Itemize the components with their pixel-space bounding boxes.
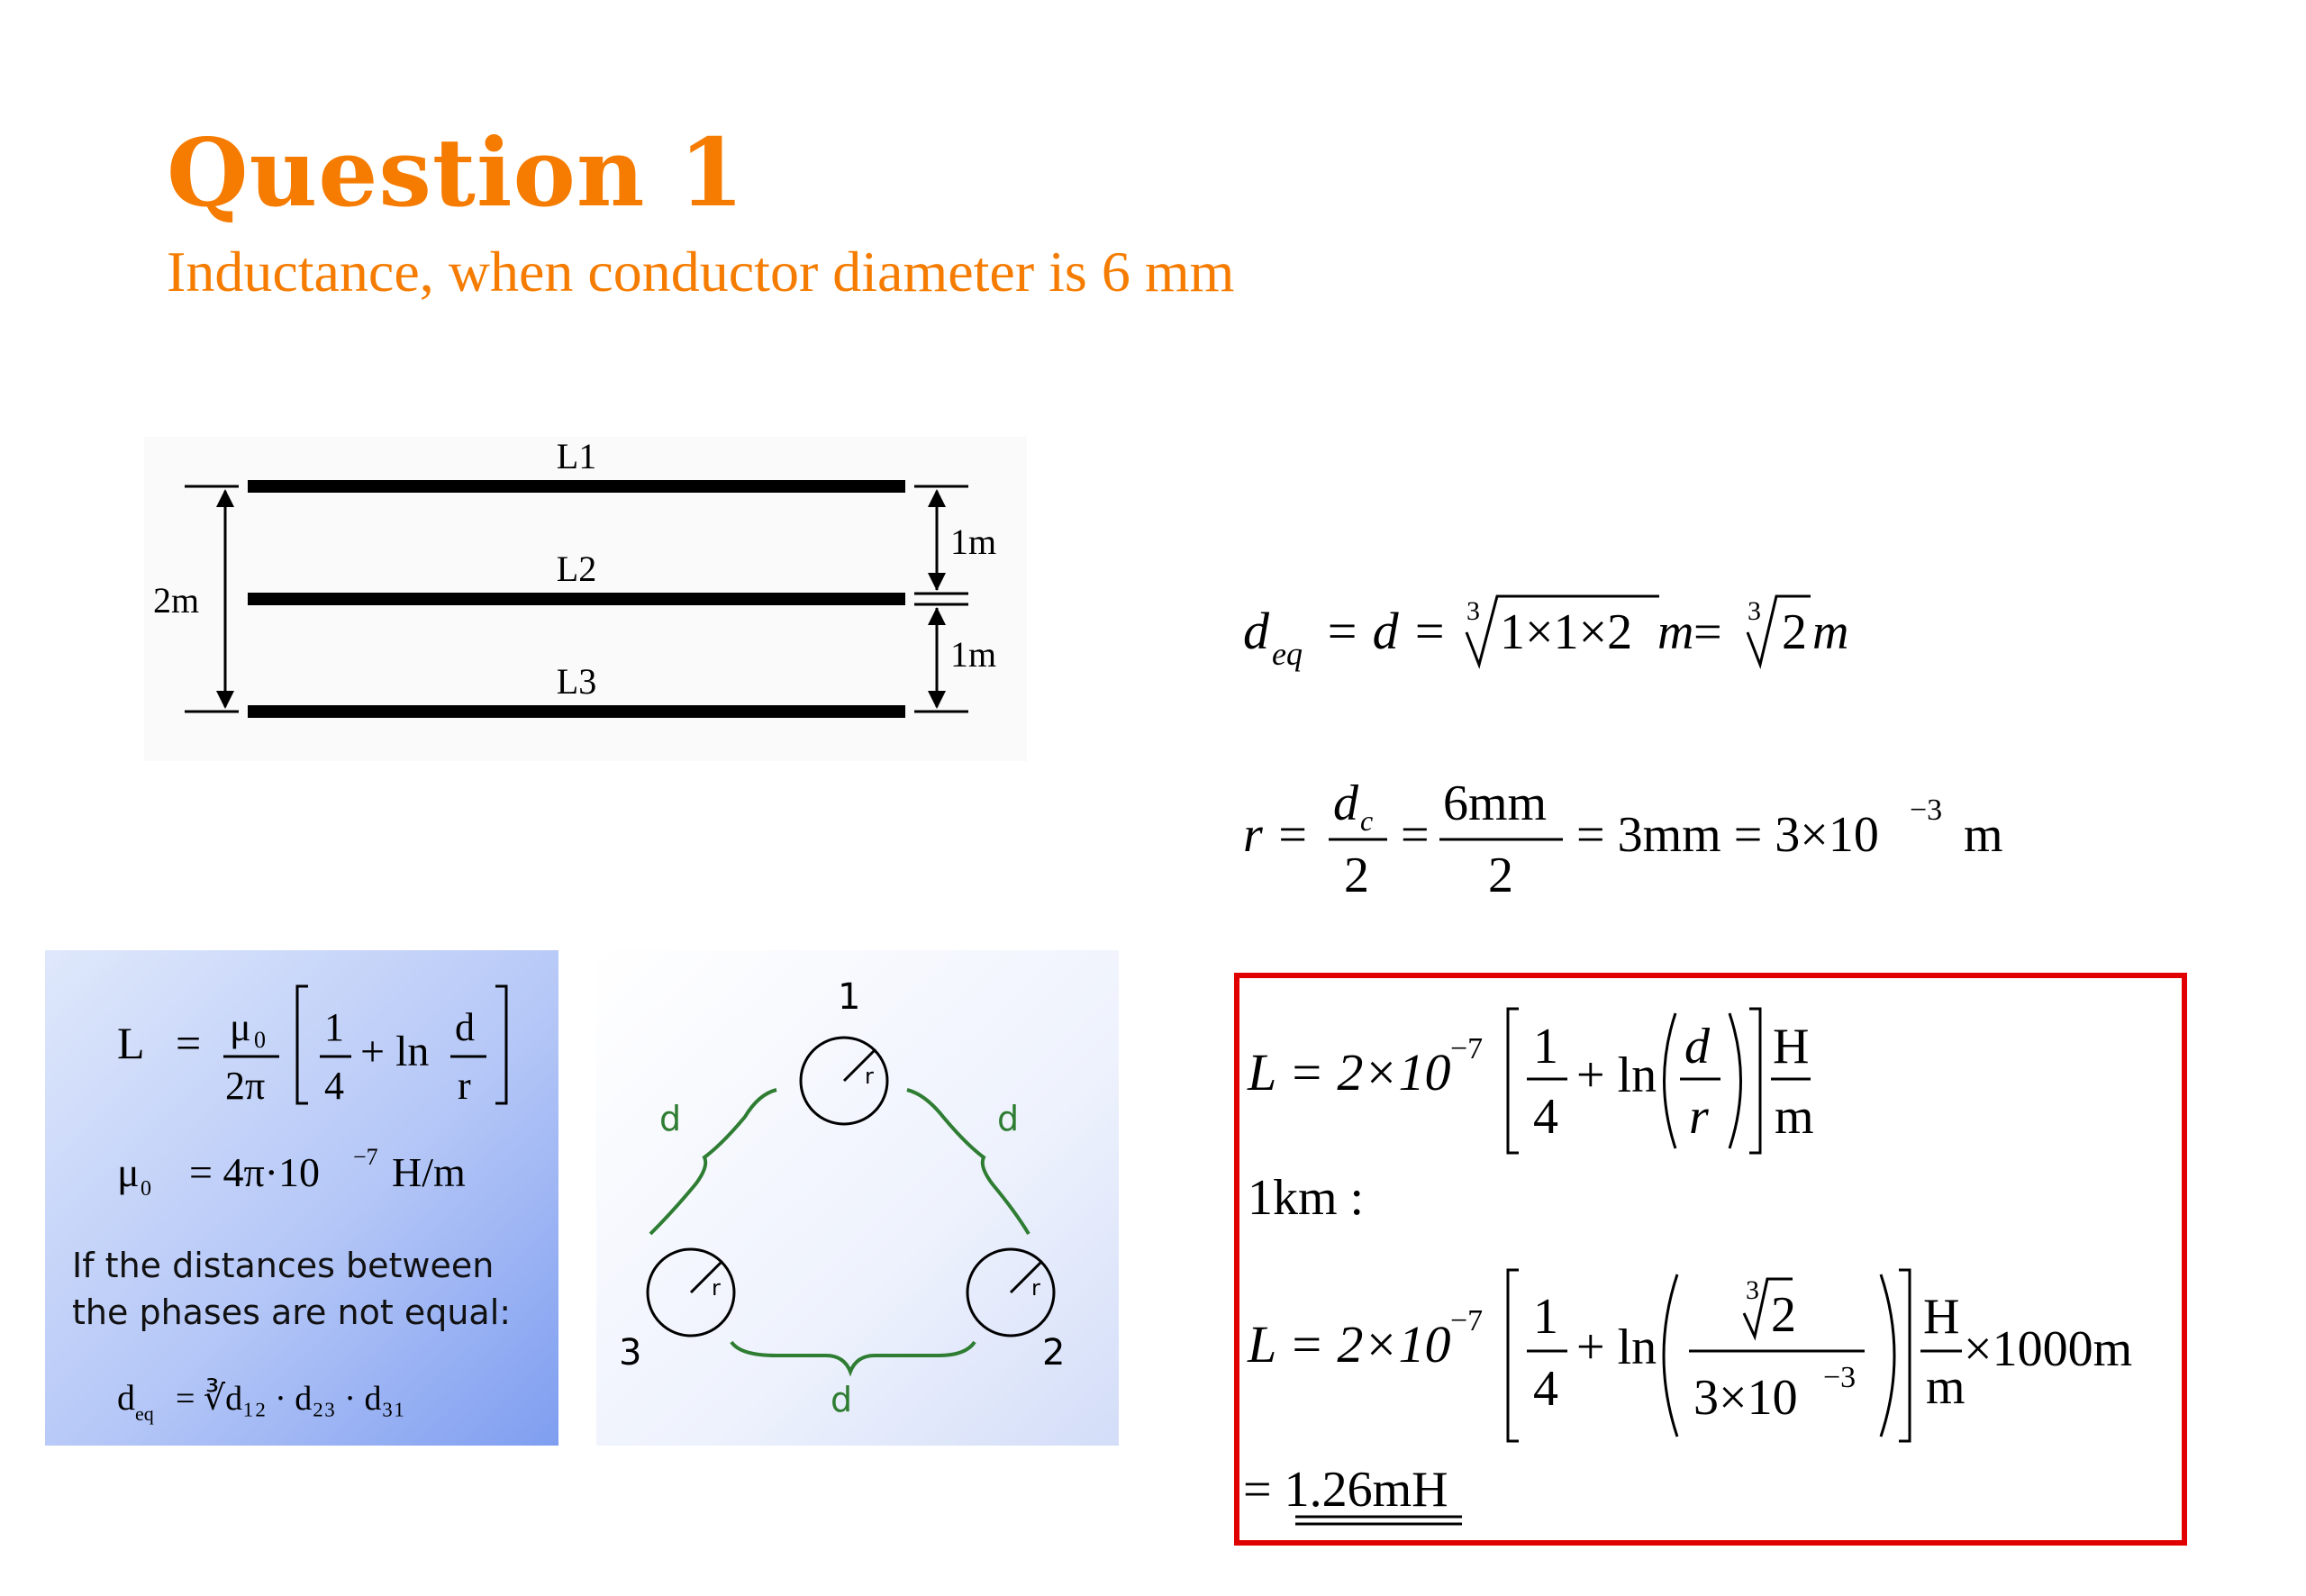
svg-text:2: 2: [1344, 848, 1369, 903]
svg-text:4: 4: [1533, 1361, 1558, 1417]
svg-text:4: 4: [1533, 1089, 1558, 1145]
svg-text:−7: −7: [1450, 1304, 1484, 1338]
svg-text:=: =: [176, 1018, 202, 1068]
svg-text:= ∛d₁₂ · d₂₃ · d₃₁: = ∛d₁₂ · d₂₃ · d₃₁: [176, 1380, 405, 1418]
svg-text:m: m: [1964, 807, 2003, 863]
svg-text:r: r: [865, 1064, 874, 1089]
svg-text:H: H: [1773, 1019, 1810, 1075]
svg-text:−7: −7: [1450, 1032, 1484, 1066]
side-label-right: d: [997, 1099, 1020, 1138]
svg-text:+ ln: + ln: [360, 1028, 430, 1075]
label-l1: L1: [556, 436, 597, 476]
svg-text:+ ln: + ln: [1576, 1047, 1657, 1103]
svg-text:d: d: [1243, 602, 1269, 660]
svg-text:2: 2: [1771, 1287, 1796, 1343]
result-line1-lhs: L = 2×10: [1248, 1043, 1451, 1102]
svg-text:2: 2: [1782, 604, 1807, 660]
node-3-label: 3: [619, 1332, 642, 1374]
svg-text:=: =: [1401, 807, 1430, 863]
two-pi-den: 2π: [225, 1064, 266, 1108]
svg-text:6mm: 6mm: [1443, 775, 1548, 831]
svg-text:d: d: [455, 1005, 475, 1049]
svg-text:H: H: [1923, 1289, 1960, 1345]
svg-text:eq: eq: [1272, 636, 1303, 672]
inductance-formula-box: [45, 950, 558, 1446]
deq-formula: d: [117, 1377, 135, 1418]
note-line-2: the phases are not equal:: [72, 1292, 512, 1332]
deq-equation: [1243, 576, 1892, 685]
result-box: [1234, 973, 2189, 1558]
svg-text:r: r: [1031, 1275, 1040, 1301]
svg-text:H/m: H/m: [392, 1149, 466, 1195]
svg-text:d: d: [1684, 1019, 1710, 1075]
slide-title: Question 1: [167, 117, 746, 228]
svg-text:c: c: [1360, 804, 1374, 837]
svg-text:3: 3: [1748, 596, 1761, 626]
svg-text:−3: −3: [1910, 793, 1943, 827]
svg-text:1: 1: [1533, 1289, 1558, 1345]
svg-text:4: 4: [324, 1064, 344, 1108]
svg-text:d: d: [1333, 775, 1358, 831]
label-left-dimension: 2m: [153, 580, 200, 621]
svg-text:r: r: [458, 1064, 471, 1108]
svg-text:1×1×2: 1×1×2: [1500, 604, 1633, 660]
node-2-label: 2: [1042, 1332, 1066, 1374]
svg-text:0: 0: [141, 1177, 151, 1201]
label-right-dimension-top: 1m: [950, 521, 997, 562]
svg-text:= 3mm = 3×10: = 3mm = 3×10: [1576, 807, 1879, 863]
svg-text:×1000m: ×1000m: [1964, 1321, 2133, 1377]
svg-text:1: 1: [324, 1005, 344, 1049]
final-result: = 1.26mH: [1243, 1462, 1448, 1518]
mu0-num: μ: [230, 1005, 251, 1049]
svg-text:m: m: [1926, 1359, 1966, 1415]
label-l2: L2: [556, 549, 597, 589]
radius-equation: [1243, 766, 2036, 910]
side-label-left: d: [659, 1099, 682, 1138]
svg-text:=: =: [1693, 604, 1722, 660]
line-configuration-diagram: [144, 437, 1027, 761]
svg-text:r: r: [1689, 1089, 1709, 1145]
node-1-label: 1: [838, 976, 861, 1018]
svg-text:3: 3: [1746, 1275, 1759, 1305]
svg-text:m: m: [1812, 604, 1849, 660]
svg-text:m: m: [1657, 604, 1694, 660]
svg-text:m: m: [1775, 1089, 1814, 1145]
km-label: 1km :: [1248, 1170, 1365, 1226]
slide-subtitle: Inductance, when conductor diameter is 6 mm: [167, 240, 1235, 304]
svg-text:r =: r =: [1243, 807, 1310, 863]
side-label-bottom: d: [831, 1380, 853, 1419]
svg-text:3×10: 3×10: [1693, 1370, 1798, 1426]
svg-text:−3: −3: [1823, 1361, 1857, 1394]
svg-text:1: 1: [1533, 1019, 1558, 1075]
svg-text:0: 0: [254, 1027, 266, 1053]
mu0-definition: μ: [117, 1149, 140, 1195]
svg-text:3: 3: [1466, 596, 1480, 626]
svg-text:eq: eq: [135, 1402, 154, 1425]
svg-text:= 4π·10: = 4π·10: [189, 1149, 320, 1195]
formula-l-symbol: L: [117, 1018, 145, 1068]
triangle-phase-diagram: [596, 950, 1119, 1446]
result-line2-lhs: L = 2×10: [1248, 1315, 1451, 1374]
svg-text:+ ln: + ln: [1576, 1319, 1657, 1375]
svg-text:−7: −7: [353, 1144, 378, 1170]
svg-text:r: r: [712, 1275, 721, 1301]
note-line-1: If the distances between: [72, 1246, 495, 1285]
svg-text:2: 2: [1488, 848, 1513, 903]
label-l3: L3: [556, 661, 597, 702]
svg-text:= d =: = d =: [1324, 602, 1448, 660]
label-right-dimension-bottom: 1m: [950, 634, 997, 675]
